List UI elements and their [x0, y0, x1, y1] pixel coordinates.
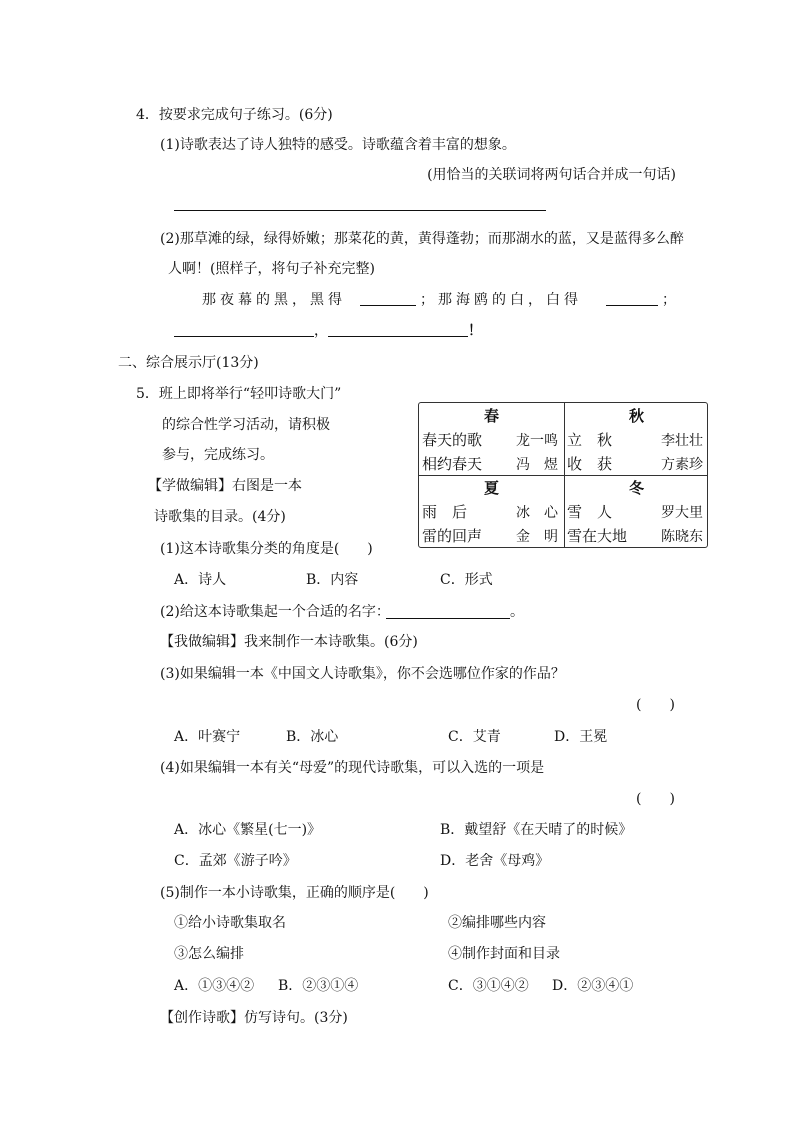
- q5-sub2-end: 。: [510, 604, 524, 620]
- q5-intro-1: 5．班上即将举行“轻叩诗歌大门”: [136, 386, 342, 402]
- q5-intro-2: 的综合性学习活动，请积极: [162, 417, 330, 433]
- q5-learn-edit-1: 【学做编辑】右图是一本: [148, 478, 302, 494]
- q5-sub4-option-b[interactable]: B．戴望舒《在天晴了的时候》: [440, 822, 633, 838]
- q5-me-edit: 【我做编辑】我来制作一本诗歌集。(6分): [160, 634, 418, 650]
- season-label: 冬: [628, 479, 644, 497]
- q5-sub4: (4)如果编辑一本有关“母爱”的现代诗歌集，可以入选的一项是: [160, 760, 545, 776]
- poetry-catalog-table: [418, 402, 708, 548]
- q4-part2-line1: (2)那草滩的绿，绿得娇嫩；那菜花的黄，黄得蓬勃；而那湖水的蓝，又是蓝得多么醉: [160, 231, 684, 247]
- section2-title: 二、综合展示厅(13分): [118, 355, 259, 371]
- q5-sub4-answer-paren[interactable]: ( ): [636, 791, 675, 807]
- q4-part1-text: (1)诗歌表达了诗人独特的感受。诗歌蕴含着丰富的想象。: [160, 137, 516, 153]
- q5-sub4-option-c[interactable]: C．孟郊《游子吟》: [174, 853, 297, 869]
- poet-name: 冰 心: [516, 505, 558, 521]
- q5-sub5: (5)制作一本小诗歌集，正确的顺序是( ): [160, 885, 429, 901]
- q4-exclaim: ！: [468, 323, 482, 339]
- poet-name: 李壮壮: [661, 433, 703, 449]
- q5-sub5-option-c[interactable]: C．③①④②: [448, 978, 529, 994]
- season-label: 夏: [483, 479, 499, 497]
- q5-sub5-option-b[interactable]: B．②③①④: [278, 978, 359, 994]
- poem-title: 雪 人: [567, 503, 613, 521]
- catalog-winter: [564, 475, 709, 547]
- q4-part1-hint: (用恰当的关联词将两句话合并成一句话): [427, 167, 676, 183]
- poem-title: 雷的回声: [422, 527, 483, 545]
- poet-name: 方素珍: [661, 457, 703, 473]
- season-label: 春: [483, 407, 499, 425]
- q5-sub3-option-c[interactable]: C．艾青: [448, 729, 501, 745]
- q5-sub3-answer-paren[interactable]: ( ): [636, 697, 675, 713]
- q5-sub3-option-a[interactable]: A．叶赛宁: [174, 729, 241, 745]
- q4-fill-b: ；那海鸥的白，白得: [420, 292, 582, 308]
- q4-fill-a: 那夜幕的黑，黑得: [202, 292, 346, 308]
- poem-title: 雨 后: [422, 503, 468, 521]
- poet-name: 罗大里: [661, 505, 703, 521]
- q5-learn-edit-2: 诗歌集的目录。(4分): [154, 509, 286, 525]
- q5-sub1-option-c[interactable]: C．形式: [440, 572, 493, 588]
- q5-sub4-option-a[interactable]: A．冰心《繁星(七一)》: [174, 822, 322, 838]
- q5-sub1: (1)这本诗歌集分类的角度是( ): [160, 541, 373, 557]
- q4-blank-3[interactable]: [174, 336, 314, 337]
- q5-sub1-option-b[interactable]: B．内容: [306, 572, 359, 588]
- poem-title: 立 秋: [567, 431, 613, 449]
- q5-intro-3: 参与，完成练习。: [162, 447, 274, 463]
- q4-blank-4[interactable]: [328, 336, 468, 337]
- poem-title: 相约春天: [422, 455, 483, 473]
- poem-title: 收 获: [567, 455, 613, 473]
- q4-blank-2[interactable]: [606, 305, 658, 306]
- q5-create-poem: 【创作诗歌】仿写诗句。(3分): [160, 1010, 348, 1026]
- q5-sub3-option-d[interactable]: D．王冕: [554, 729, 608, 745]
- poem-title: 雪在大地: [567, 527, 628, 545]
- q4-title: 4．按要求完成句子练习。(6分): [136, 107, 333, 123]
- q4-part1-answer-line[interactable]: [174, 210, 546, 211]
- catalog-summer: [419, 475, 564, 547]
- q5-sub5-step-2: ②编排哪些内容: [448, 915, 546, 931]
- q5-sub1-option-a[interactable]: A．诗人: [174, 572, 227, 588]
- poet-name: 金 明: [516, 529, 558, 545]
- q5-sub2-answer-line[interactable]: [386, 618, 510, 619]
- poem-title: 春天的歌: [422, 431, 483, 449]
- q4-fill-c: ；: [662, 292, 676, 308]
- q5-sub5-option-d[interactable]: D．②③④①: [552, 978, 634, 994]
- catalog-spring: [419, 403, 564, 475]
- q5-sub4-option-d[interactable]: D．老舍《母鸡》: [440, 853, 550, 869]
- q4-part2-line2: 人啊！(照样子，将句子补充完整): [168, 261, 375, 277]
- q5-sub5-step-1: ①给小诗歌集取名: [174, 915, 286, 931]
- poet-name: 龙一鸣: [516, 433, 558, 449]
- poet-name: 冯 煜: [516, 457, 558, 473]
- q5-sub3: (3)如果编辑一本《中国文人诗歌集》，你不会选哪位作家的作品？: [160, 666, 565, 682]
- catalog-autumn: [564, 403, 709, 475]
- poet-name: 陈晓东: [661, 529, 703, 545]
- q5-sub5-step-4: ④制作封面和目录: [448, 946, 560, 962]
- q4-blank-1[interactable]: [360, 305, 416, 306]
- season-label: 秋: [628, 407, 644, 425]
- q4-comma: ，: [314, 323, 328, 339]
- q5-sub5-step-3: ③怎么编排: [174, 946, 244, 962]
- q5-sub2: (2)给这本诗歌集起一个合适的名字：: [160, 604, 390, 620]
- q5-sub5-option-a[interactable]: A．①③④②: [174, 978, 255, 994]
- q5-sub3-option-b[interactable]: B．冰心: [286, 729, 339, 745]
